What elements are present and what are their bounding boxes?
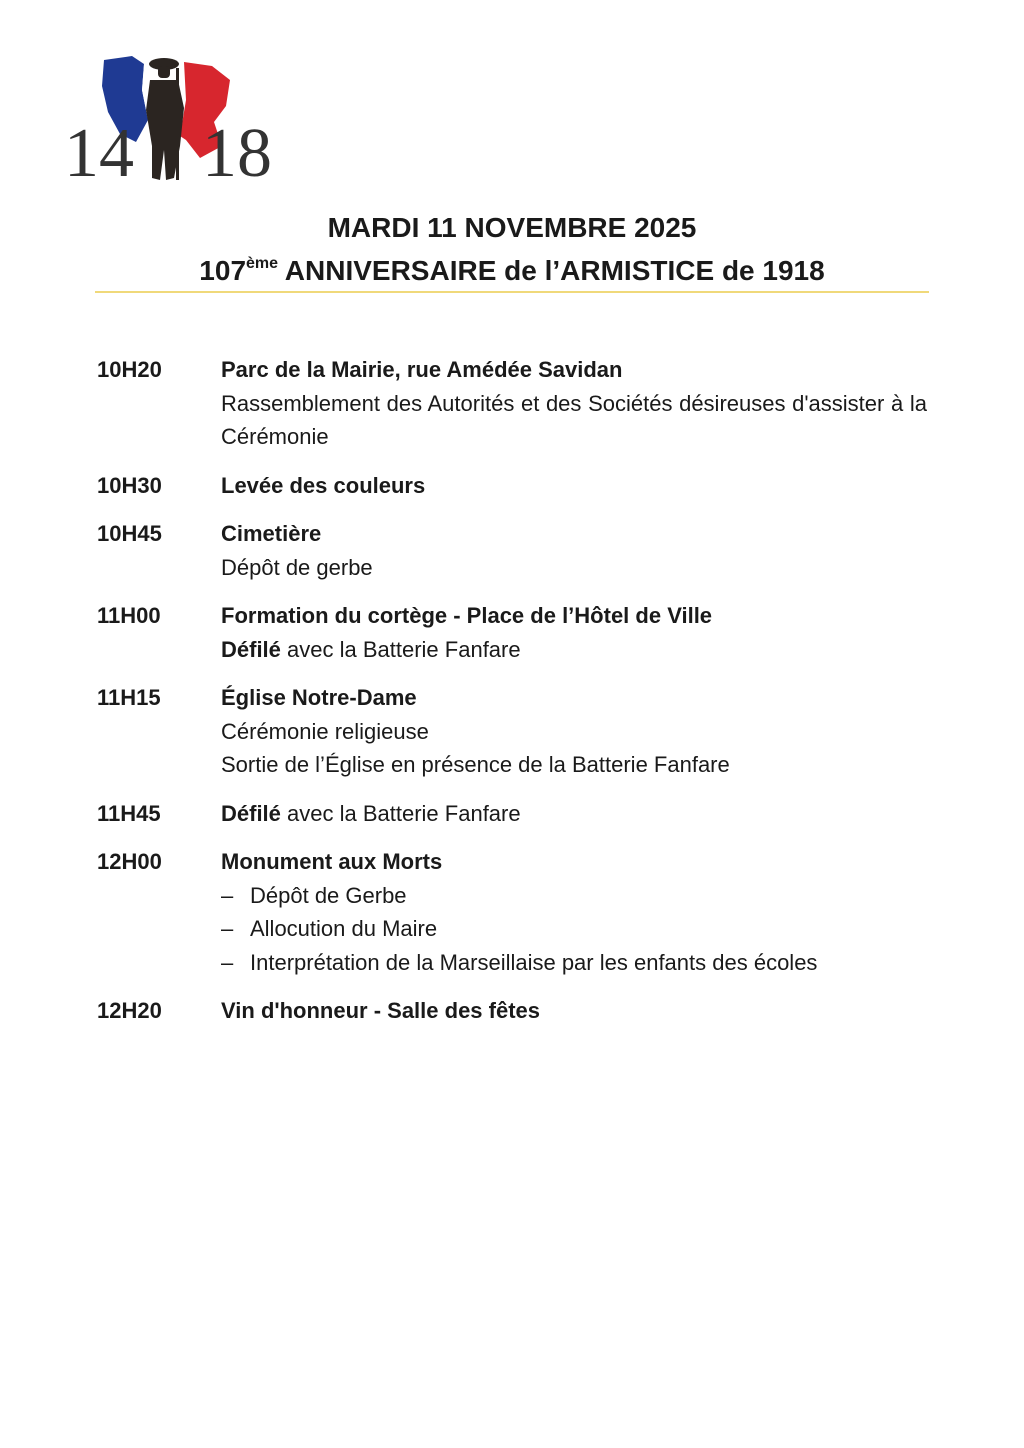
schedule-entry	[97, 681, 927, 782]
title-date: MARDI 11 NOVEMBRE 2025	[327, 212, 697, 243]
soldier-silhouette-icon	[62, 50, 277, 190]
entry-time: 11H45	[97, 800, 161, 826]
title-divider	[95, 291, 929, 293]
dash-icon: –	[221, 882, 234, 908]
entry-time: 10H30	[97, 472, 162, 498]
entry-bold: Défilé	[221, 800, 281, 826]
bullet-text: Allocution du Maire	[250, 916, 438, 941]
schedule-entry	[97, 599, 927, 666]
bullet-text: Interprétation de la Marseillaise par les enfants des écoles	[250, 949, 818, 975]
entry-title: Cimetière	[221, 521, 322, 546]
title-anniversary	[0, 249, 1024, 292]
entry-time: 12H20	[97, 998, 162, 1023]
entry-title: Église Notre-Dame	[221, 685, 417, 710]
schedule-entry	[97, 469, 927, 503]
entry-title: Vin d'honneur - Salle des fêtes	[221, 998, 541, 1023]
entry-title: Monument aux Morts	[221, 849, 443, 874]
entry-time: 11H15	[97, 685, 161, 710]
entry-line: Sortie de l’Église en présence de la Batterie Fanfare	[221, 752, 730, 777]
dash-icon: –	[221, 949, 234, 975]
schedule-entry	[97, 353, 927, 454]
schedule-entry	[97, 797, 927, 831]
entry-time: 12H00	[97, 849, 162, 874]
entry-bold: Défilé	[221, 636, 281, 662]
year-right: 18	[202, 115, 272, 190]
year-left: 14	[64, 115, 134, 190]
entry-text	[221, 633, 927, 667]
entry-time: 10H45	[97, 521, 162, 546]
entry-rest: avec la Batterie Fanfare	[280, 800, 521, 826]
entry-rest: avec la Batterie Fanfare	[280, 636, 521, 662]
schedule-entry	[97, 845, 927, 979]
bullet-item	[221, 946, 927, 980]
schedule-entry	[97, 517, 927, 584]
bullet-text: Dépôt de Gerbe	[250, 882, 407, 908]
anniversary-text: ANNIVERSAIRE de l’ARMISTICE de 1918	[278, 255, 825, 286]
entry-title: Formation du cortège - Place de l’Hôtel de Ville	[221, 603, 713, 628]
entry-time: 11H00	[97, 603, 161, 628]
entry-title: Parc de la Mairie, rue Amédée Savidan	[221, 357, 623, 382]
bullet-list	[221, 879, 927, 980]
bullet-item	[221, 912, 927, 946]
schedule-list	[97, 353, 927, 1043]
entry-title: Levée des couleurs	[221, 472, 426, 498]
page-title	[0, 206, 1024, 292]
anniversary-number: 107	[199, 255, 247, 286]
entry-time: 10H20	[97, 357, 162, 382]
dash-icon: –	[221, 916, 234, 941]
entry-line: Cérémonie religieuse	[221, 718, 429, 744]
anniversary-suffix: ème	[246, 255, 279, 272]
entry-text	[221, 797, 927, 831]
entry-text: Dépôt de gerbe	[221, 554, 373, 580]
schedule-entry	[97, 994, 927, 1028]
entry-text: Rassemblement des Autorités et des Sociétés désireuses d'assister à la Cérémonie	[221, 390, 927, 449]
logo-14-18	[62, 50, 277, 190]
bullet-item	[221, 879, 927, 913]
